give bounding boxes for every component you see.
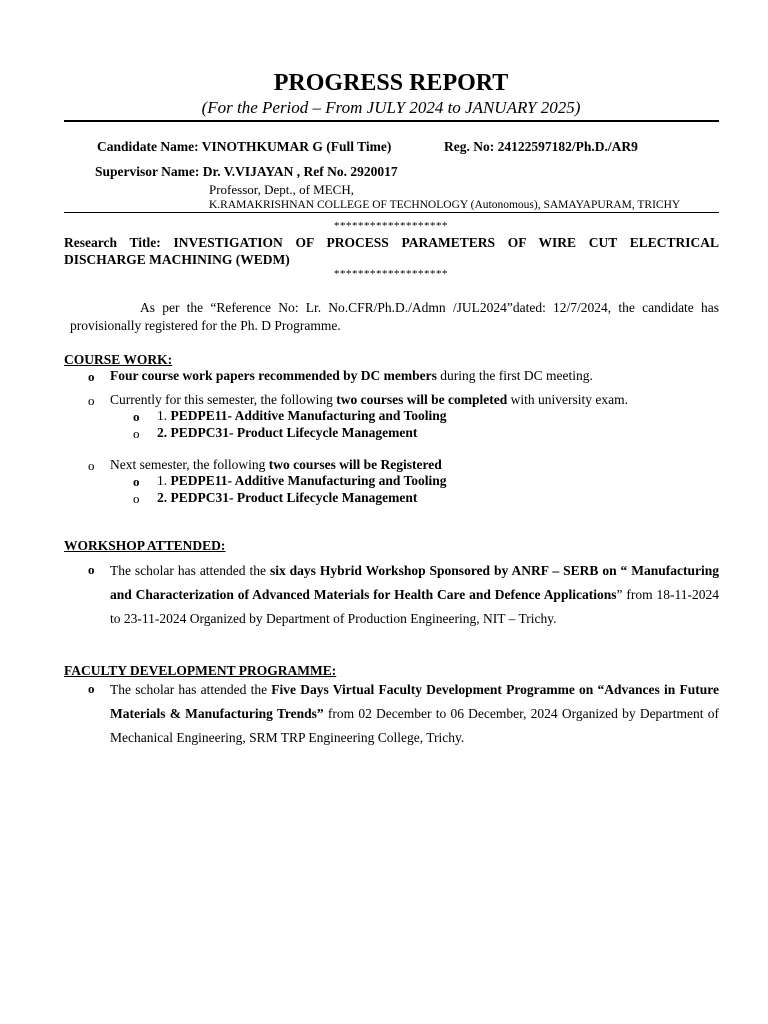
bullet-marker: o [88, 369, 95, 384]
sub-bullet-marker: o [133, 409, 140, 424]
bullet-marker: o [88, 393, 95, 408]
fdp-paragraph [110, 678, 719, 750]
next-course-item [157, 473, 447, 489]
supervisor-college: K.RAMAKRISHNAN COLLEGE OF TECHNOLOGY (Autonomous), SAMAYAPURAM, TRICHY [209, 199, 681, 211]
workshop-heading: WORKSHOP ATTENDED: [64, 538, 226, 553]
course-work-item-next-semester [110, 457, 442, 473]
report-period: (For the Period – From JULY 2024 to JANUARY 2025) [201, 98, 581, 117]
report-title: PROGRESS REPORT [273, 70, 509, 96]
bullet-marker: o [88, 562, 95, 577]
dc-papers-rest: during the first DC meeting. [436, 368, 593, 383]
bullet-marker: o [88, 681, 95, 696]
current-course-item [157, 425, 417, 441]
registration-paragraph: As per the “Reference No: Lr. No.CFR/Ph.D./Admn /JUL2024”dated: 12/7/2024, the candidate has provisionally registered for the Ph. D Programme. [70, 300, 719, 333]
current-course-number: 2. [157, 425, 171, 440]
current-semester-bold: two courses will be completed [336, 392, 508, 407]
research-title-text: INVESTIGATION OF PROCESS PARAMETERS OF WIRE CUT ELECTRICAL DISCHARGE MACHINING (WEDM) [64, 235, 719, 267]
dc-papers-bold: Four course work papers recommended by DC members [110, 368, 437, 383]
workshop-details: ” from 18-11-2024 to 23-11-2024 Organized by Department of Production Engineering, NIT – Trichy. [110, 587, 719, 626]
supervisor-divider [64, 212, 719, 213]
candidate-name: Candidate Name: VINOTHKUMAR G (Full Time) [97, 139, 392, 154]
stars-separator-bottom: ******************* [334, 268, 448, 280]
workshop-pre: The scholar has attended the [110, 563, 270, 578]
sub-bullet-marker: o [133, 491, 140, 506]
sub-bullet-marker: o [133, 426, 140, 441]
next-course-name: PEDPC31- Product Lifecycle Management [170, 490, 418, 505]
course-work-heading: COURSE WORK: [64, 352, 173, 367]
next-course-number: 1. [157, 473, 171, 488]
current-course-number: 1. [157, 408, 171, 423]
next-course-item [157, 490, 417, 506]
fdp-title: Five Days Virtual Faculty Development Programme on “Advances in Future Materials & Manufacturing Trends” [110, 682, 719, 721]
current-semester-pre: Currently for this semester, the following [110, 392, 337, 407]
workshop-paragraph [110, 559, 719, 631]
current-course-item [157, 408, 447, 424]
current-course-name: PEDPE11- Additive Manufacturing and Tooling [170, 408, 447, 423]
current-semester-rest: with university exam. [507, 392, 629, 407]
supervisor-designation: Professor, Dept., of MECH, [209, 182, 354, 197]
supervisor-name: Supervisor Name: Dr. V.VIJAYAN , Ref No. 2920017 [95, 164, 398, 179]
next-semester-bold: two courses will be Registered [268, 457, 442, 472]
next-semester-pre: Next semester, the following [110, 457, 269, 472]
course-work-item-current-semester [110, 392, 628, 408]
current-course-name: PEDPC31- Product Lifecycle Management [170, 425, 418, 440]
fdp-pre: The scholar has attended the [110, 682, 272, 697]
next-course-number: 2. [157, 490, 171, 505]
bullet-marker: o [88, 458, 95, 473]
next-course-name: PEDPE11- Additive Manufacturing and Tooling [170, 473, 447, 488]
fdp-details: from 02 December to 06 December, 2024 Organized by Department of Mechanical Engineering, SRM TRP Engineering College, Trichy. [110, 706, 720, 745]
course-work-item-dc-papers [110, 368, 593, 384]
sub-bullet-marker: o [133, 474, 140, 489]
header-divider [64, 120, 719, 122]
research-title-block [64, 234, 719, 268]
stars-separator-top: ******************* [334, 220, 448, 232]
research-title-label: Research Title: [64, 235, 161, 250]
fdp-heading: FACULTY DEVELOPMENT PROGRAMME: [64, 663, 337, 678]
registration-number: Reg. No: 24122597182/Ph.D./AR9 [444, 139, 638, 154]
workshop-title: six days Hybrid Workshop Sponsored by ANRF – SERB on “ Manufacturing and Characterization of Advanced Materials for Health Care and Defence Applications [110, 563, 719, 602]
